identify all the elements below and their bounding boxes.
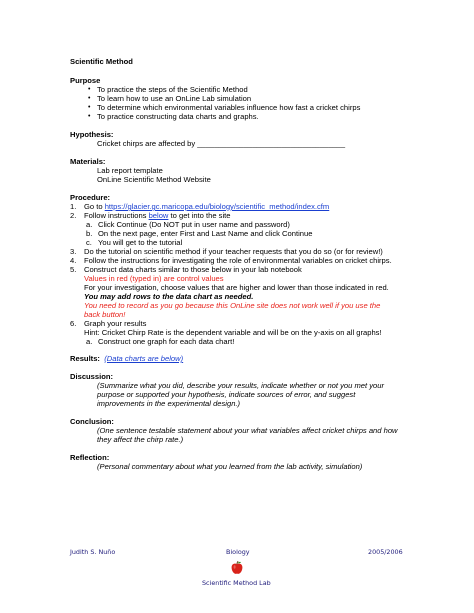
add-rows-note: You may add rows to the data chart as needed. (84, 292, 254, 301)
conclusion-text: they affect the chirp rate.) (97, 435, 184, 444)
data-charts-link[interactable]: (Data charts are below) (104, 354, 184, 363)
step-number: 3. (70, 247, 77, 256)
footer-lab-name: Scientific Method Lab (202, 579, 271, 587)
substep-letter: c. (86, 238, 92, 247)
procedure-step-2 (84, 211, 230, 220)
step-number: 5. (70, 265, 77, 274)
materials-item: Lab report template (97, 166, 163, 175)
discussion-text: (Summarize what you did, describe your results, indicate whether or not you met your (97, 381, 385, 390)
record-warning: You need to record as you go because this OnLine site does not work well if you use the (84, 301, 381, 310)
bullet-icon: • (88, 104, 91, 111)
substep-letter: b. (86, 229, 93, 238)
bullet-icon: • (88, 113, 91, 120)
purpose-item: To learn how to use an OnLine Lab simulation (97, 94, 252, 103)
purpose-item: To practice constructing data charts and graphs. (97, 112, 259, 121)
materials-heading: Materials: (70, 157, 106, 166)
step-number: 1. (70, 202, 77, 211)
step-2-text: Follow instructions (84, 211, 149, 220)
substep-text: Click Continue (Do NOT put in user name and password) (98, 220, 290, 229)
graph-hint: Hint: Cricket Chirp Rate is the dependent variable and will be on the y-axis on all graphs! (84, 328, 382, 337)
purpose-heading: Purpose (70, 76, 101, 85)
discussion-text: purpose or supported your hypothesis, indicate sources of error, and suggest (97, 390, 356, 399)
substep-letter: a. (86, 337, 93, 346)
procedure-step-3: Do the tutorial on scientific method if your teacher requests that you do so (or for review!) (84, 247, 383, 256)
record-warning-cont: back button! (84, 310, 126, 319)
bullet-icon: • (88, 95, 91, 102)
hypothesis-text: Cricket chirps are affected by ___________________________________ (97, 139, 346, 148)
footer-subject: Biology (226, 548, 250, 556)
discussion-heading: Discussion: (70, 372, 114, 381)
materials-item: OnLine Scientific Method Website (97, 175, 211, 184)
step-number: 6. (70, 319, 77, 328)
control-values-note: Values in red (typed in) are control values (84, 274, 224, 283)
procedure-step-1 (84, 202, 329, 211)
reflection-heading: Reflection: (70, 453, 110, 462)
substep-text: Construct one graph for each data chart! (98, 337, 235, 346)
investigation-note: For your investigation, choose values that are higher and lower than those indicated in red. (84, 283, 389, 292)
results-heading: Results: (70, 354, 100, 363)
footer-year: 2005/2006 (368, 548, 403, 556)
reflection-text: (Personal commentary about what you learned from the lab activity, simulation) (97, 462, 363, 471)
step-1-text: Go to (84, 202, 105, 211)
discussion-text: improvements in the experimental design.) (97, 399, 241, 408)
page-title: Scientific Method (70, 57, 133, 66)
conclusion-text: (One sentence testable statement about your what variables affect cricket chirps and how (97, 426, 398, 435)
substep-text: On the next page, enter First and Last Name and click Continue (98, 229, 313, 238)
procedure-heading: Procedure: (70, 193, 111, 202)
procedure-step-6: Graph your results (84, 319, 147, 328)
footer-author: Judith S. Nuño (70, 548, 116, 556)
conclusion-heading: Conclusion: (70, 417, 114, 426)
procedure-step-5: Construct data charts similar to those below in your lab notebook (84, 265, 302, 274)
hypothesis-heading: Hypothesis: (70, 130, 114, 139)
substep-text: You will get to the tutorial (98, 238, 183, 247)
results-line (70, 354, 183, 363)
bullet-icon: • (88, 86, 91, 93)
step-2-text-end: to get into the site (168, 211, 231, 220)
apple-icon (229, 560, 245, 576)
substep-letter: a. (86, 220, 93, 229)
site-url-link[interactable]: https://glacier.gc.maricopa.edu/biology/scientific_method/index.cfm (104, 202, 330, 211)
purpose-item: To practice the steps of the Scientific Method (97, 85, 248, 94)
procedure-step-4: Follow the instructions for investigating the role of environmental variables on cricket chirps. (84, 256, 392, 265)
below-link[interactable]: below (148, 211, 169, 220)
step-number: 2. (70, 211, 77, 220)
purpose-item: To determine which environmental variables influence how fast a cricket chirps (97, 103, 361, 112)
step-number: 4. (70, 256, 77, 265)
